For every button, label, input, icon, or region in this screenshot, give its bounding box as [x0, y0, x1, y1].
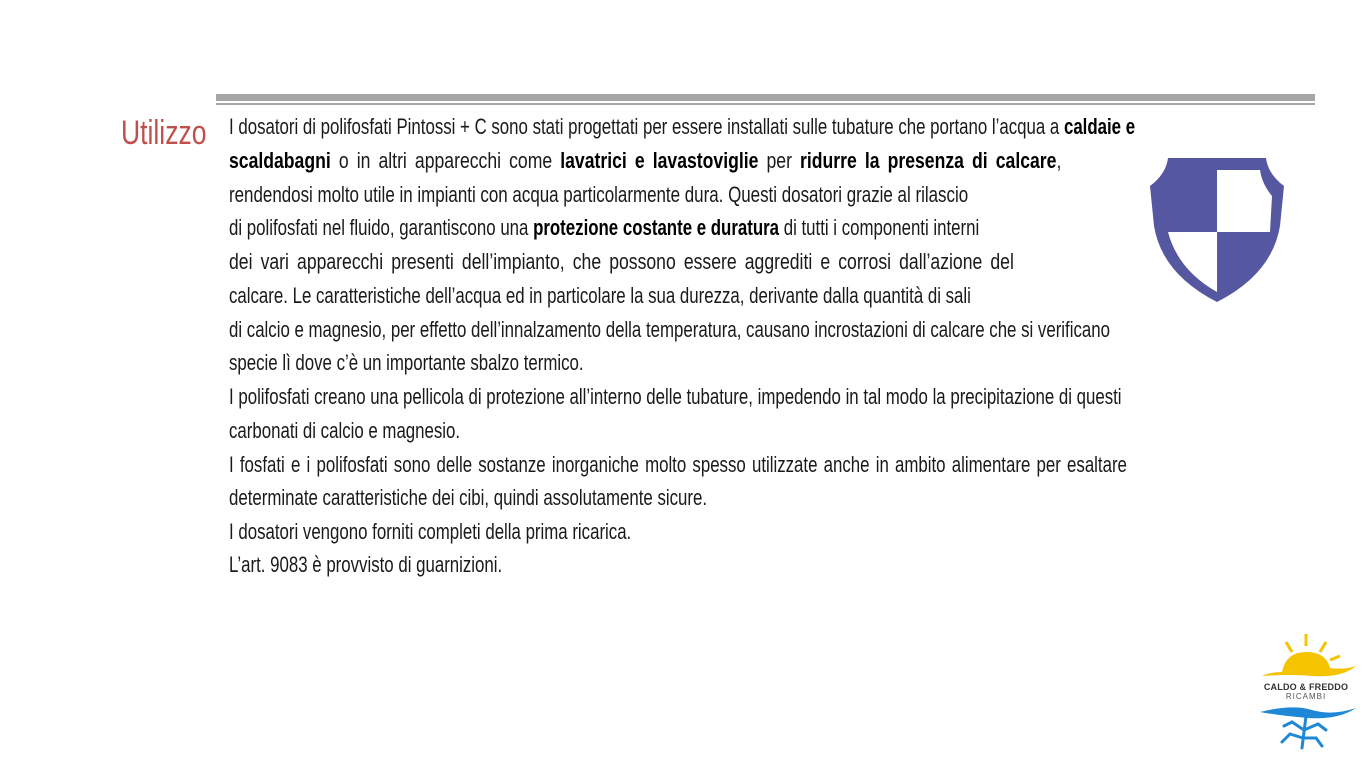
text: I dosatori vengono forniti completi della prima ricarica.	[229, 519, 632, 544]
bold-text: ridurre la presenza di calcare	[800, 148, 1057, 173]
text: o in altri apparecchi come	[330, 148, 561, 173]
body-line-5	[229, 248, 1014, 276]
body-line-2	[229, 147, 1061, 175]
company-logo	[1252, 632, 1360, 750]
header-rule-thick	[216, 94, 1315, 101]
text: I polifosfati creano una pellicola di protezione all’interno delle tubature, impedendo in tal modo la precipitazione di questi	[229, 384, 1122, 409]
text: di polifosfati nel fluido, garantiscono una	[229, 215, 534, 240]
body-line-6	[229, 282, 971, 310]
body-line-12	[229, 484, 707, 512]
bold-text: caldaie e	[1063, 114, 1136, 139]
logo-name: CALDO & FREDDO	[1263, 682, 1349, 692]
body-line-3	[229, 181, 968, 209]
text: di calcio e magnesio, per effetto dell’innalzamento della temperatura, causano incrostazioni di calcare che si verificano	[229, 317, 1110, 342]
text: I dosatori di polifosfati Pintossi + C sono stati progettati per essere installati sulle tubature che portano l’acqua a	[229, 114, 1064, 139]
text: L’art. 9083 è provvisto di guarnizioni.	[229, 552, 503, 577]
body-line-8	[229, 349, 584, 377]
bold-text: lavatrici e lavastoviglie	[560, 148, 759, 173]
bold-text: protezione costante e duratura	[533, 215, 780, 240]
body-line-7	[229, 316, 1110, 344]
bold-text: scaldabagni	[229, 148, 331, 173]
shield-icon	[1144, 156, 1290, 304]
text: per	[758, 148, 801, 173]
body-line-14	[229, 551, 502, 579]
text: determinate caratteristiche dei cibi, quindi assolutamente sicure.	[229, 485, 708, 510]
snowflake-icon	[1252, 704, 1360, 752]
text: rendendosi molto utile in impianti con acqua particolarmente dura. Questi dosatori grazie al rilascio	[229, 182, 969, 207]
text: calcare. Le caratteristiche dell’acqua ed in particolare la sua durezza, derivante dalla quantità di sali	[229, 283, 971, 308]
body-line-4	[229, 214, 979, 242]
logo-subtitle: RICAMBI	[1285, 692, 1327, 701]
text: di tutti i componenti interni	[779, 215, 980, 240]
body-line-1	[229, 113, 1135, 141]
body-line-10	[229, 417, 460, 445]
body-line-11	[229, 451, 1127, 479]
text: I fosfati e i polifosfati sono delle sostanze inorganiche molto spesso utilizzate anche in ambito alimentare per esaltare	[229, 452, 1127, 477]
text: specie lì dove c’è un importante sbalzo termico.	[229, 350, 584, 375]
body-line-13	[229, 518, 631, 546]
text: carbonati di calcio e magnesio.	[229, 418, 461, 443]
body-line-9	[229, 383, 1122, 411]
text: dei vari apparecchi presenti dell’impianto, che possono essere aggrediti e corrosi dall’azione del	[229, 249, 1014, 274]
text: ,	[1056, 148, 1062, 173]
header-rule-thin	[216, 103, 1315, 105]
section-title: Utilizzo	[121, 114, 207, 152]
sun-icon	[1252, 632, 1360, 682]
